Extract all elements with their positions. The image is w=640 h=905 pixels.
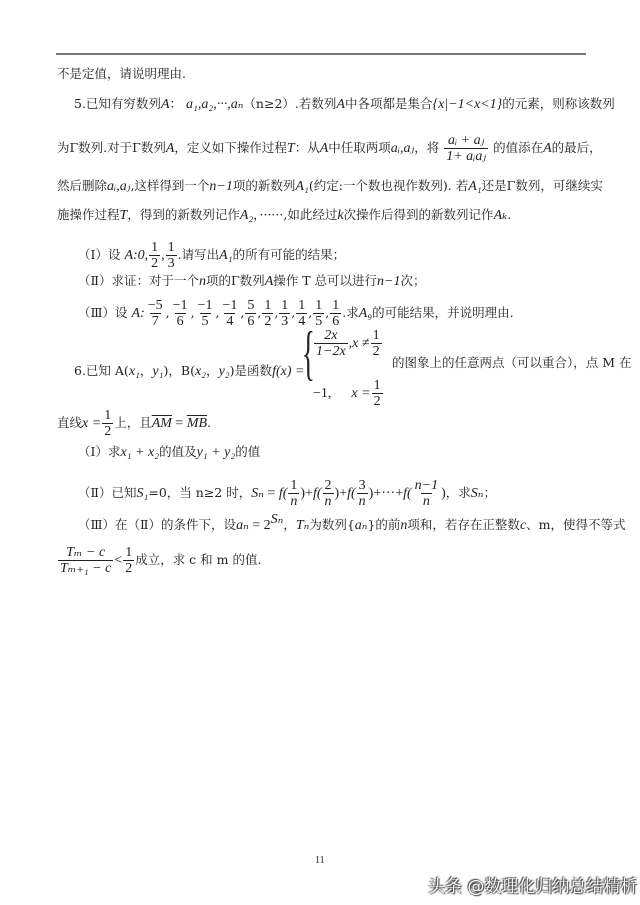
denominator: 2 [264, 314, 272, 329]
text: 中任取两项 [328, 140, 391, 155]
numerator: 1 [298, 298, 306, 313]
text: 次； [400, 273, 426, 288]
denominator: 5 [201, 314, 209, 329]
text: 6.已知 A( [74, 363, 129, 378]
part-label: （Ⅰ）求 [78, 444, 121, 459]
text: = [263, 486, 279, 501]
text: 项的新数列 [232, 178, 296, 193]
math-A: A [264, 274, 274, 289]
text: .请写出 [177, 247, 220, 262]
text: 中各项都是集合 [344, 96, 433, 111]
numerator: 5 [247, 298, 255, 313]
math-x1: x₁ [128, 364, 140, 379]
math-T: T [286, 141, 295, 156]
text: 项和，若存在正整数 [407, 517, 520, 532]
math-pair: aᵢ,aⱼ [390, 141, 415, 156]
numerator: 2x [324, 328, 338, 343]
math-S1: S₁ [136, 486, 149, 501]
q5-line3 [57, 178, 603, 195]
math-y2: y₂ [218, 364, 230, 379]
continuation-sentence: 不是定值，请说明理由. [57, 66, 186, 81]
numerator: 1 [151, 240, 159, 255]
math-fraction [166, 240, 177, 271]
q5-part-2 [78, 273, 426, 290]
text: ，得到的新数列记作 [127, 207, 240, 222]
math-c: c [519, 518, 527, 533]
q6-part-1 [78, 444, 260, 461]
continuation-text [57, 66, 186, 82]
text: ,这样得到一个 [130, 178, 210, 193]
math-A9: A₉ [358, 306, 373, 321]
denominator: n [324, 494, 332, 509]
text: =0，当 n≥2 时， [148, 485, 252, 500]
math-condition: （n≥2） [243, 96, 295, 111]
text: }的前 [367, 517, 401, 532]
text: = 2 [248, 518, 271, 533]
denominator: 3 [167, 256, 175, 271]
text: 操作 T 总可以进行 [273, 273, 378, 288]
text: .若数列 [294, 96, 337, 111]
text: ； [483, 485, 496, 500]
math-Sn: Sₙ [470, 486, 484, 501]
text: 的图象上的任意两点（可以重合），点 M 在 [392, 355, 632, 370]
math-n-minus-1: n−1 [377, 274, 401, 289]
math-A: A [543, 141, 552, 156]
text: 的可能结果，并说明理由. [372, 305, 514, 320]
numerator: 1 [315, 298, 323, 313]
text: 成立，求 c 和 m 的值. [135, 552, 262, 567]
text: +···+ [373, 486, 404, 501]
math-n: n [199, 274, 206, 289]
math-sequence: A: [131, 306, 145, 321]
math-A: A [160, 97, 170, 112]
part-label: （Ⅲ）设 [78, 305, 128, 320]
math-Sn: Sₙ [251, 486, 264, 501]
q6-line1 [74, 363, 304, 380]
denominator: 1−2x [316, 344, 346, 359]
numerator: 1 [264, 298, 272, 313]
q5-intro: 5.已知有穷数列 [74, 96, 161, 111]
math-A1: A₁ [468, 179, 482, 194]
text: 的最后， [551, 140, 602, 155]
part-label: （Ⅲ）在（Ⅱ）的条件下，设 [78, 517, 237, 532]
q6-part-2: （Ⅱ）已知S₁=0，当 n≥2 时，Sₙ = f( $\frac{1}{n}$ )+f( $\frac{2}{n}$ )+f( $\frac{3}{n}$ )+···+f( $\frac{n-1}{n}$ )，求Sₙ； [78, 478, 496, 509]
text: 直线 [57, 415, 83, 430]
numerator: −1 [172, 298, 188, 313]
text: ： [169, 96, 183, 111]
math-sequence: a₁,a₂,···,aₙ [186, 97, 244, 112]
numerator: Tₘ − c [66, 545, 106, 560]
math-n: n [400, 518, 408, 533]
numerator: 1 [167, 240, 175, 255]
denominator: 2 [372, 344, 380, 359]
numerator: −1 [197, 298, 213, 313]
math-A2: A₂ [239, 208, 254, 223]
text: < [114, 553, 123, 568]
numerator: −5 [147, 298, 163, 313]
math-A: A [165, 141, 175, 156]
text: . [207, 415, 212, 430]
math-exponent: Sₙ [270, 512, 284, 527]
denominator: n [358, 494, 366, 509]
math-A: A [319, 141, 329, 156]
text: 次操作后得到的新数列记作 [343, 207, 494, 222]
text: 然后删除 [57, 178, 108, 193]
math-k: k [337, 208, 344, 223]
text: 上，且 [114, 415, 152, 430]
denominator: 6 [176, 314, 184, 329]
denominator: n [422, 494, 430, 509]
math-fraction [444, 133, 488, 164]
text: .求 [342, 305, 359, 320]
text: 为Γ数列.对于Γ数列 [57, 140, 166, 155]
math-n-minus-1: n−1 [209, 179, 233, 194]
q5-line4 [57, 207, 511, 224]
denominator: 5 [315, 314, 323, 329]
text: 项的Γ数列 [206, 273, 265, 288]
text: 的值 [235, 444, 261, 459]
text: (约定:一个数也视作数列). 若 [308, 178, 469, 193]
text: )是函数 [229, 363, 273, 378]
math-expr: x₁ + x₂ [120, 445, 160, 460]
numerator: n−1 [414, 478, 439, 493]
text: 为数列{ [309, 517, 355, 532]
numerator: 1 [104, 408, 112, 423]
text: )，B( [163, 363, 195, 378]
text: 的所有可能的结果； [232, 247, 346, 262]
text: ：从 [294, 140, 320, 155]
text: ，······,如此经过 [253, 207, 338, 222]
part-label: （Ⅱ）求证：对于一个 [78, 273, 199, 288]
text: 施操作过程 [57, 207, 120, 222]
numerator: 2 [324, 478, 332, 493]
denominator: 7 [151, 314, 159, 329]
math-A1: A₁ [295, 179, 309, 194]
piecewise-case-1 [313, 328, 383, 359]
denominator: 2 [104, 424, 112, 439]
math-an: aₙ [354, 518, 368, 533]
text: ， [139, 363, 153, 378]
q5-part-1: （Ⅰ）设 A:0, $\frac{1}{2}$ , $\frac{1}{3}$ .请写出A₁的所有可能的结果； [78, 240, 346, 271]
text: 、m，使得不等式 [526, 517, 626, 532]
part-label: （Ⅰ）设 [78, 247, 121, 262]
text: ，求 [445, 485, 471, 500]
text: 的元素，则称该数列 [502, 96, 615, 111]
piecewise-brace: { [301, 320, 315, 386]
q6-line2 [57, 408, 211, 439]
math-x: x = [82, 416, 102, 431]
part-label: （Ⅱ）已知 [78, 485, 137, 500]
math-Ak: Aₖ [493, 208, 508, 223]
page-number: 11 [315, 855, 325, 866]
math-condition: ,x ≠ [348, 336, 370, 351]
text: 的值及 [159, 444, 197, 459]
numerator: 1 [290, 478, 298, 493]
math-an: aₙ [236, 518, 249, 533]
denominator: 4 [226, 314, 234, 329]
denominator: 2 [151, 256, 159, 271]
numerator: 3 [358, 478, 366, 493]
watermark: 头条 @数理化归纳总结精析 [428, 877, 638, 897]
numerator: 1 [125, 545, 133, 560]
denominator: 2 [125, 561, 133, 576]
numerator: 1 [372, 328, 380, 343]
text: ，定义如下操作过程 [174, 140, 287, 155]
numerator: 1 [281, 298, 289, 313]
q6-line1-tail [392, 355, 632, 371]
piecewise-case-2 [313, 378, 384, 409]
denominator: 4 [298, 314, 306, 329]
q5-part-3: （Ⅲ）设 A: $\frac{-5}{7}$ , $\frac{-1}{6}$ , $\frac{-1}{5}$ , $\frac{-1}{4}$ , $\frac{5}{6}$ , $\frac{1}{2}$ , $\frac{1}{3}$ , $\frac{1}{4}$ , $\frac{1}{5}$ , $\frac{1}{6}$ .求A₉的可能结果，并说明理由. [78, 298, 514, 329]
vector-AM: $\overline{AM}$ [151, 416, 172, 431]
q5-line1 [74, 96, 615, 113]
math-Tn: Tₙ [295, 518, 310, 533]
denominator: 1+ aᵢaⱼ [446, 149, 487, 164]
numerator: −1 [222, 298, 238, 313]
text: = [171, 416, 187, 431]
math-pair: aᵢ,aⱼ [107, 179, 131, 194]
math-function: f(x) = [272, 364, 305, 379]
vector-MB: $\overline{MB}$ [186, 416, 208, 431]
text: ， [206, 363, 219, 378]
math-set: {x|−1<x<1} [432, 97, 503, 112]
numerator: aᵢ + aⱼ [447, 133, 485, 148]
math-A: A [336, 97, 345, 112]
math-value: −1, [313, 386, 332, 401]
q6-part-3 [78, 512, 626, 534]
text: . [507, 207, 512, 222]
denominator: 2 [373, 394, 381, 409]
denominator: n [290, 494, 298, 509]
text: ，将 [414, 140, 440, 155]
header-rule [56, 53, 586, 55]
math-expr: y₁ + y₂ [196, 445, 236, 460]
q5-line2 [57, 133, 602, 164]
math-fraction [149, 240, 160, 271]
math-condition: x = [351, 386, 371, 401]
math-sequence: A:0, [124, 248, 149, 263]
math-x2: x₂ [194, 364, 207, 379]
q6-inequality [57, 545, 261, 576]
math-T: T [119, 208, 128, 223]
math-y1: y₁ [152, 364, 164, 379]
denominator: Tₘ₊₁ − c [60, 561, 112, 576]
numerator: 1 [332, 298, 340, 313]
text: 还是Γ数列，可继续实 [481, 178, 603, 193]
denominator: 6 [332, 314, 340, 329]
text: 的值添在 [493, 140, 544, 155]
denominator: 6 [247, 314, 255, 329]
numerator: 1 [373, 378, 381, 393]
math-A1: A₁ [219, 248, 233, 263]
denominator: 3 [281, 314, 289, 329]
text: ， [283, 517, 296, 532]
